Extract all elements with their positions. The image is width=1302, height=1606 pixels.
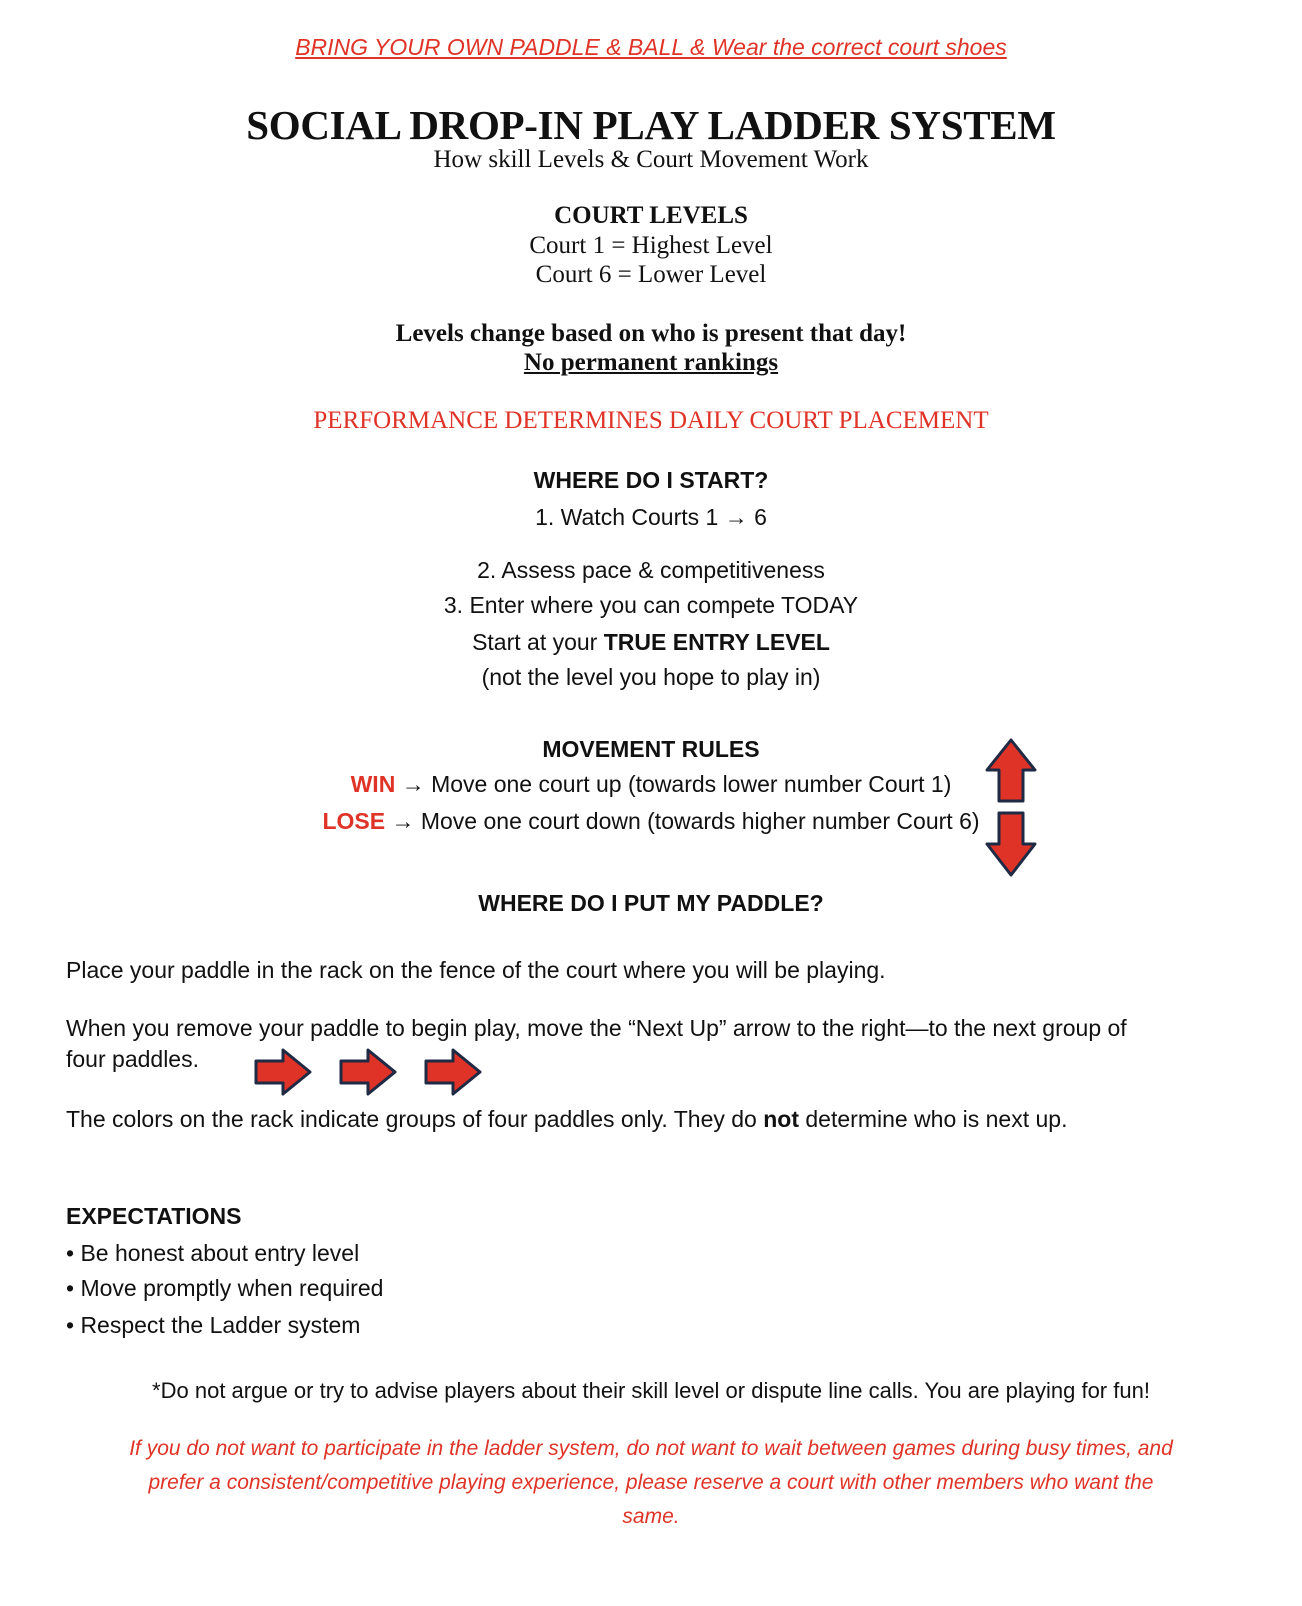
arrow-up-icon bbox=[985, 738, 1037, 804]
para3-bold: not bbox=[763, 1106, 799, 1132]
lose-text: → Move one court down (towards higher number Court 6) bbox=[385, 808, 980, 834]
start-step: 3. Enter where you can compete TODAY bbox=[443, 592, 859, 618]
court-level-line: Court 1 = Highest Level bbox=[529, 232, 773, 259]
no-permanent-rankings: No permanent rankings bbox=[523, 349, 779, 376]
win-label: WIN bbox=[350, 771, 396, 797]
arrow-right-icon bbox=[423, 1047, 483, 1097]
paddle-para-2-line-2: four paddles. bbox=[66, 1046, 199, 1072]
true-entry-level bbox=[0, 629, 1302, 656]
win-text: → Move one court up (towards lower number Court 1) bbox=[395, 771, 952, 797]
closing-line: prefer a consistent/competitive playing experience, please reserve a court with other members who want the bbox=[148, 1471, 1154, 1494]
paddle-para-1: Place your paddle in the rack on the fence of the court where you will be playing. bbox=[66, 957, 886, 983]
expectation-item: • Move promptly when required bbox=[66, 1275, 384, 1301]
where-start-heading: WHERE DO I START? bbox=[533, 467, 769, 493]
entry-note: (not the level you hope to play in) bbox=[481, 664, 821, 690]
arrow-right-icon bbox=[253, 1047, 313, 1097]
footnote: *Do not argue or try to advise players about their skill level or dispute line calls. You are playing for fun! bbox=[152, 1378, 1150, 1403]
entry-prefix: Start at your bbox=[472, 629, 604, 655]
lose-rule bbox=[0, 808, 1302, 835]
entry-bold: TRUE ENTRY LEVEL bbox=[603, 629, 830, 655]
lose-label: LOSE bbox=[322, 808, 386, 834]
para3-suffix: determine who is next up. bbox=[799, 1106, 1068, 1132]
start-step: 2. Assess pace & competitiveness bbox=[477, 557, 825, 583]
arrow-down-icon bbox=[985, 810, 1037, 878]
para3-prefix: The colors on the rack indicate groups of four paddles only. They do bbox=[66, 1106, 764, 1132]
performance-banner: PERFORMANCE DETERMINES DAILY COURT PLACEMENT bbox=[313, 407, 989, 434]
paddle-para-2-line-1: When you remove your paddle to begin play, move the “Next Up” arrow to the right—to the next group of bbox=[66, 1015, 1127, 1041]
win-rule bbox=[0, 771, 1302, 798]
closing-line: If you do not want to participate in the ladder system, do not want to wait between games during busy times, and bbox=[129, 1437, 1173, 1460]
movement-rules-heading: MOVEMENT RULES bbox=[542, 736, 760, 762]
levels-change-note: Levels change based on who is present that day! bbox=[395, 320, 907, 347]
start-step: 1. Watch Courts 1 → 6 bbox=[535, 504, 767, 530]
expectation-item: • Respect the Ladder system bbox=[66, 1312, 361, 1338]
page-title: SOCIAL DROP-IN PLAY LADDER SYSTEM bbox=[246, 102, 1056, 148]
expectation-item: • Be honest about entry level bbox=[66, 1240, 360, 1266]
court-level-line: Court 6 = Lower Level bbox=[535, 261, 767, 288]
paddle-heading: WHERE DO I PUT MY PADDLE? bbox=[478, 890, 824, 916]
page-subtitle: How skill Levels & Court Movement Work bbox=[433, 146, 869, 173]
paddle-para-3 bbox=[66, 1106, 1067, 1133]
expectations-heading: EXPECTATIONS bbox=[66, 1203, 242, 1229]
court-levels-heading: COURT LEVELS bbox=[554, 202, 748, 229]
arrow-right-icon bbox=[338, 1047, 398, 1097]
top-notice: BRING YOUR OWN PADDLE & BALL & Wear the correct court shoes bbox=[295, 34, 1007, 60]
closing-line: same. bbox=[622, 1505, 680, 1528]
